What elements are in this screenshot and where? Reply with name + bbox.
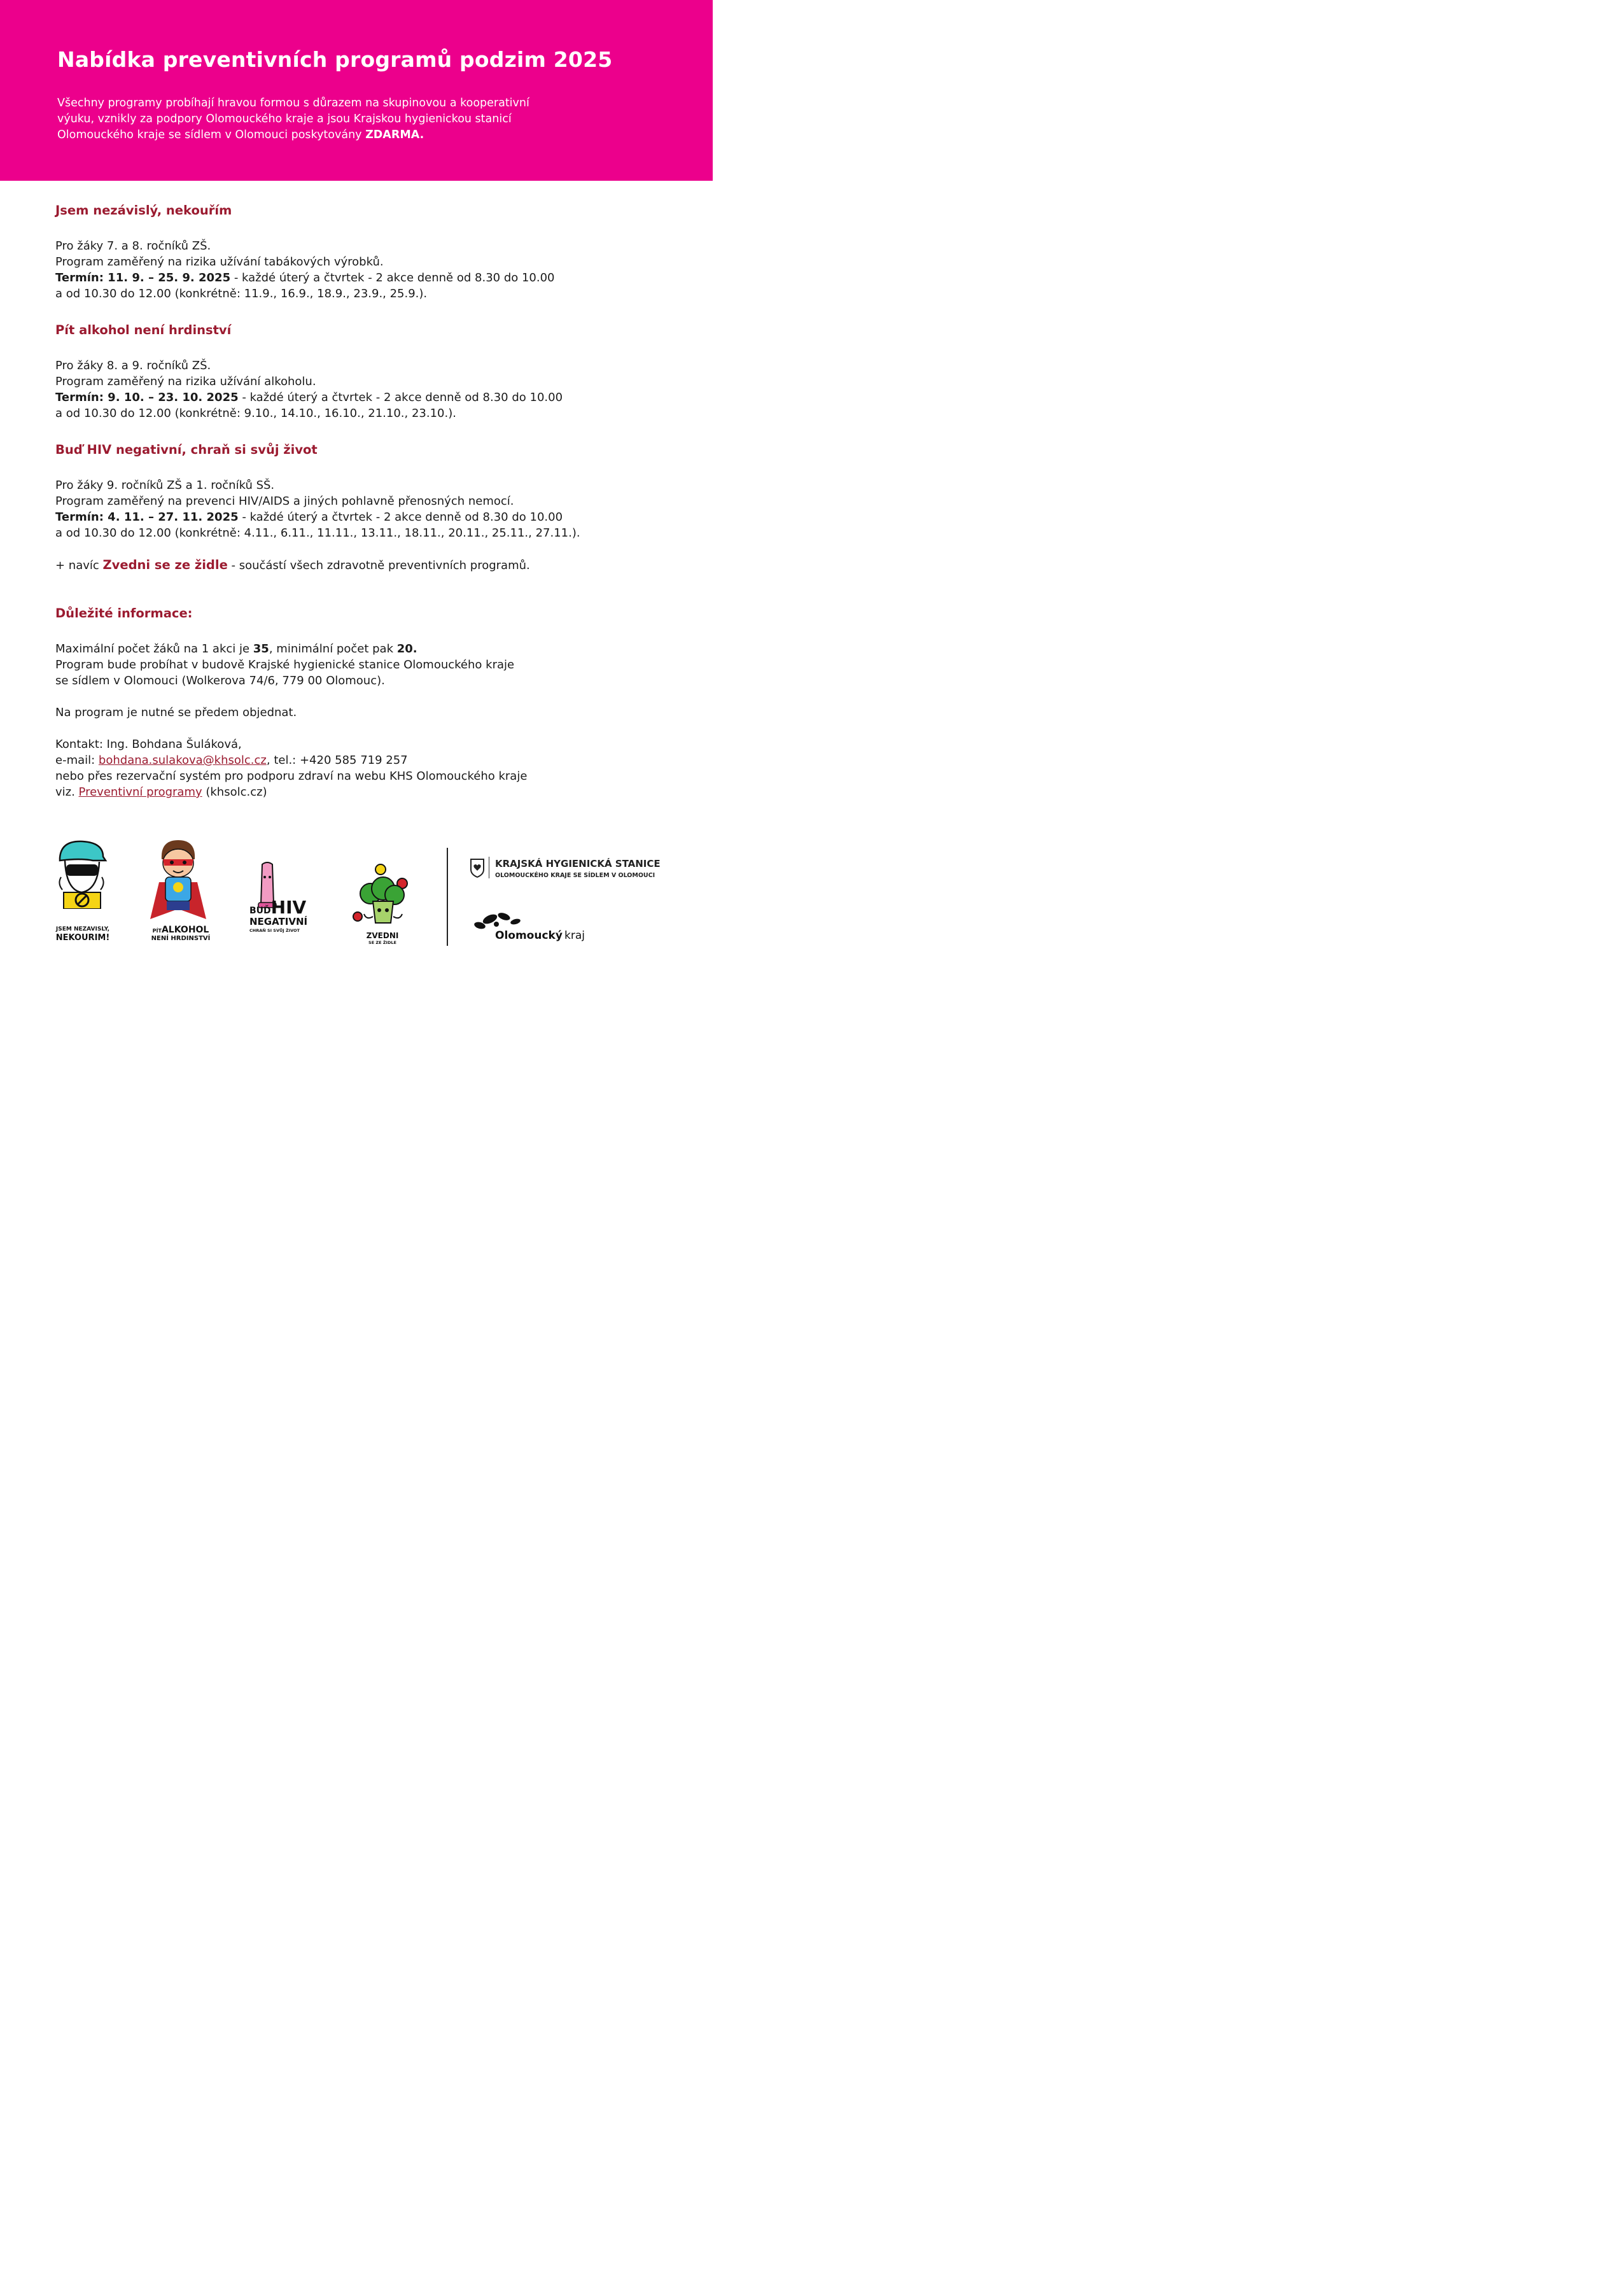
khs-subname: OLOMOUCKÉHO KRAJE SE SÍDLEM V OLOMOUCI	[495, 872, 655, 879]
program-term-dates: a od 10.30 do 12.00 (konkrétně: 9.10., 14.10., 16.10., 21.10., 23.10.).	[55, 407, 456, 420]
hiv-caption-line2: NEGATIVNÍ	[249, 916, 308, 927]
venue-line-2: se sídlem v Olomouci (Wolkerova 74/6, 779 00 Olomouc).	[55, 674, 385, 687]
hiv-caption	[249, 899, 316, 933]
email-prefix: e-mail:	[55, 754, 99, 767]
link-suffix: (khsolc.cz)	[202, 785, 267, 799]
phone-number: , tel.: +420 585 719 257	[266, 754, 408, 767]
contact-line: Kontakt: Ing. Bohdana Šuláková,	[55, 738, 242, 751]
program-term-label: Termín: 9. 10. – 23. 10. 2025	[55, 391, 239, 404]
email-phone-line	[55, 752, 628, 768]
bonus-highlight: Zvedni se ze židle	[102, 558, 228, 572]
program-term-label: Termín: 4. 11. – 27. 11. 2025	[55, 510, 239, 524]
capacity-max: 35	[253, 642, 269, 656]
intro-text	[57, 95, 643, 143]
no-smoking-caption-line1: JSEM NEZAVISLY,	[55, 926, 110, 932]
header-banner	[0, 0, 713, 181]
intro-line-2: výuku, vznikly za podpory Olomouckého kraje a jsou Krajskou hygienickou stanicí	[57, 113, 512, 125]
hiv-caption-big: HIV	[270, 897, 307, 918]
intro-free-emphasis: ZDARMA.	[365, 129, 424, 141]
bonus-line	[55, 557, 628, 573]
program-audience: Pro žáky 7. a 8. ročníků ZŠ.	[55, 239, 211, 253]
chair-caption	[360, 932, 405, 945]
program-term	[55, 509, 628, 525]
no-smoking-caption-line2: NEKOURIM!	[55, 933, 110, 943]
program-term-dates: a od 10.30 do 12.00 (konkrétně: 11.9., 16.9., 18.9., 23.9., 25.9.).	[55, 287, 428, 300]
khs-name: KRAJSKÁ HYGIENICKÁ STANICE	[495, 858, 661, 869]
program-term	[55, 270, 628, 286]
no-smoking-mascot-logo	[55, 839, 108, 909]
alcohol-caption	[149, 924, 213, 942]
chair-caption-line1: ZVEDNI	[366, 931, 399, 940]
region-name: Olomoucký	[495, 929, 563, 942]
region-word: kraj	[564, 929, 585, 942]
program-audience: Pro žáky 9. ročníků ZŠ a 1. ročníků SŠ.	[55, 479, 275, 492]
hiv-caption-bud: BUĎ	[249, 906, 271, 916]
hiv-caption-line1	[249, 899, 316, 917]
bonus-suffix: - součástí všech zdravotně preventivních programů.	[227, 559, 530, 572]
heart-shield-icon	[470, 858, 485, 878]
programs-link-line	[55, 784, 628, 800]
no-smoking-caption	[52, 927, 113, 942]
reservation-line: nebo přes rezervační systém pro podporu zdraví na webu KHS Olomouckého kraje	[55, 770, 528, 783]
alcohol-caption-big: ALKOHOL	[161, 925, 209, 935]
alcohol-caption-line1	[149, 924, 213, 934]
capacity-text-b: , minimální počet pak	[269, 642, 397, 656]
program-focus: Program zaměřený na rizika užívání alkoholu.	[55, 375, 316, 388]
capacity-min: 20.	[396, 642, 417, 656]
alcohol-caption-line2: NENÍ HRDINSTVÍ	[151, 935, 211, 942]
broccoli-mascot-logo	[351, 863, 415, 927]
chair-caption-line2: SE ZE ŽIDLE	[368, 940, 396, 945]
superhero-mascot-logo	[148, 838, 209, 923]
capacity-text-a: Maximální počet žáků na 1 akci je	[55, 642, 253, 656]
program-term	[55, 390, 628, 405]
capacity-line	[55, 641, 628, 657]
program-audience: Pro žáky 8. a 9. ročníků ZŠ.	[55, 359, 211, 372]
alcohol-caption-small: PÍT	[152, 928, 162, 934]
link-prefix: viz.	[55, 785, 79, 799]
program-term-detail: - každé úterý a čtvrtek - 2 akce denně od 8.30 do 10.00	[230, 271, 555, 285]
info-title: Důležité informace:	[55, 606, 193, 621]
program-title-smoking: Jsem nezávislý, nekouřím	[55, 203, 232, 218]
page-title: Nabídka preventivních programů podzim 2025	[57, 47, 613, 72]
hiv-caption-line3: CHRAŇ SI SVŮJ ŽIVOT	[249, 928, 300, 933]
preventive-programs-link[interactable]: Preventivní programy	[78, 785, 202, 799]
venue-line-1: Program bude probíhat v budově Krajské hygienické stanice Olomouckého kraje	[55, 658, 515, 671]
program-term-dates: a od 10.30 do 12.00 (konkrétně: 4.11., 6.11., 11.11., 13.11., 18.11., 20.11., 25.11., 27.11.).	[55, 526, 580, 540]
main-content	[55, 202, 628, 800]
intro-line-1: Všechny programy probíhají hravou formou s důrazem na skupinovou a kooperativní	[57, 97, 529, 109]
bonus-prefix: + navíc	[55, 559, 103, 572]
intro-line-3: Olomouckého kraje se sídlem v Olomouci poskytovány	[57, 129, 362, 141]
program-focus: Program zaměřený na prevenci HIV/AIDS a jiných pohlavně přenosných nemocí.	[55, 495, 514, 508]
program-title-hiv: Buď HIV negativní, chraň si svůj život	[55, 442, 318, 457]
flower-icon	[471, 910, 528, 932]
program-term-label: Termín: 11. 9. – 25. 9. 2025	[55, 271, 231, 285]
program-term-detail: - každé úterý a čtvrtek - 2 akce denně od 8.30 do 10.00	[238, 510, 563, 524]
booking-note: Na program je nutné se předem objednat.	[55, 706, 297, 719]
program-title-alcohol: Pít alkohol není hrdinství	[55, 323, 232, 337]
email-link[interactable]: bohdana.sulakova@khsolc.cz	[98, 754, 267, 767]
logos-divider	[447, 848, 448, 946]
program-focus: Program zaměřený na rizika užívání tabákových výrobků.	[55, 255, 384, 269]
program-term-detail: - každé úterý a čtvrtek - 2 akce denně od 8.30 do 10.00	[238, 391, 563, 404]
